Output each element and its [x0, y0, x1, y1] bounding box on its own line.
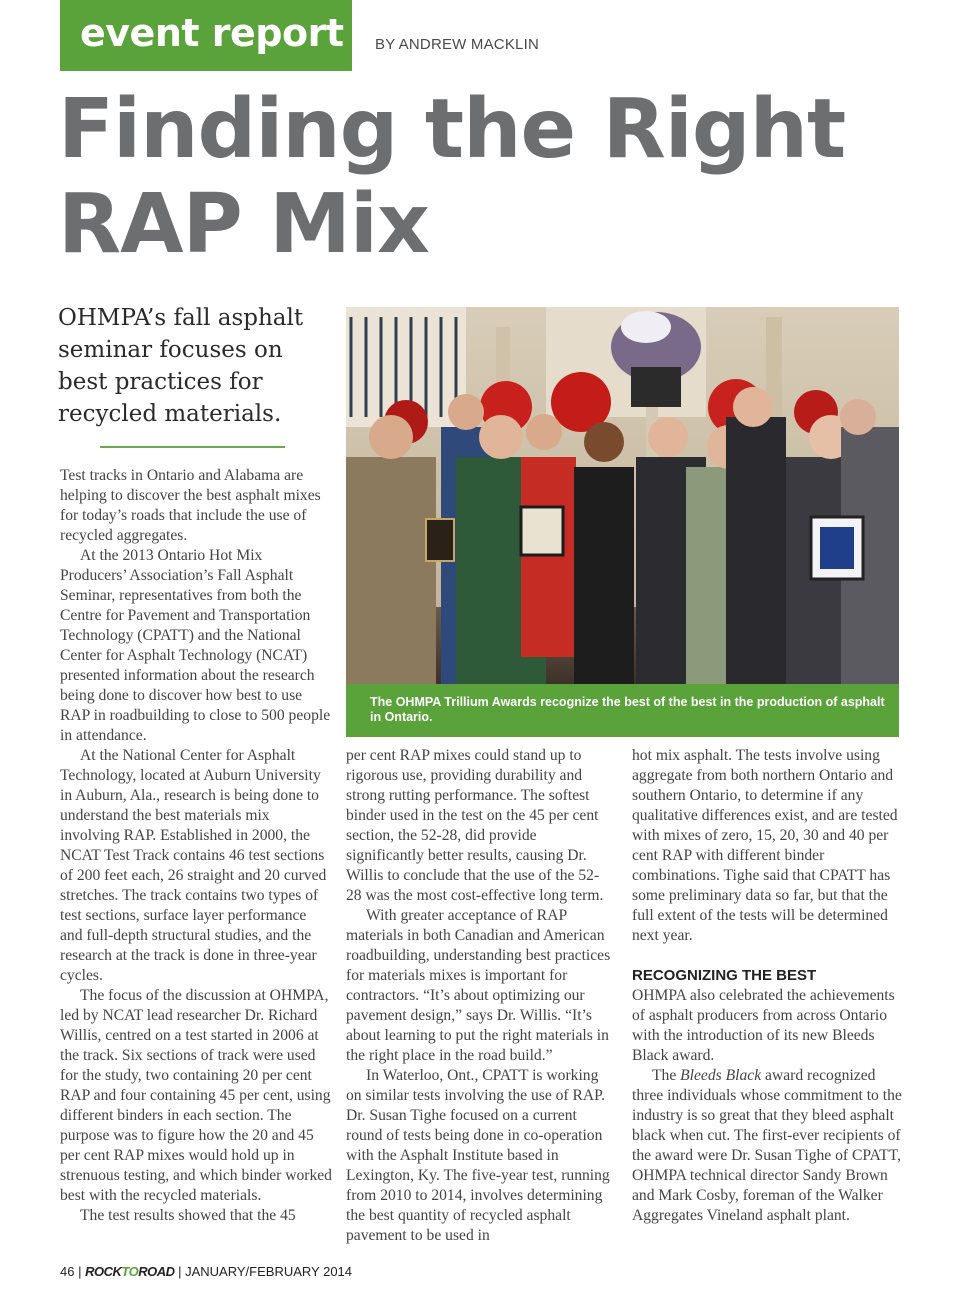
logo-part: ROCK: [85, 1264, 122, 1279]
paragraph: hot mix asphalt. The tests involve using aggregate from both northern Ontario and southern Ontario, to determine if any qualitative differences exist, and are tested with mixes of zero, 15, 20, 30 and 40 per cent RAP with different binder combinations. Tighe said that CPATT has some preliminary data so far, but that the full extent of the tests will be determined next year.: [632, 747, 898, 944]
award-photo: [346, 307, 899, 684]
deck: OHMPA’s fall asphalt seminar focuses on best practices for recycled materials.: [58, 305, 304, 427]
award-name: Bleeds Black: [680, 1067, 762, 1084]
body-column-2: [346, 746, 614, 1246]
section-subhead: RECOGNIZING THE BEST: [632, 967, 817, 984]
headline: [58, 82, 938, 272]
footer-separator: |: [178, 1264, 186, 1279]
page-number: 46: [60, 1264, 75, 1279]
paragraph: With greater acceptance of RAP materials in both Canadian and American roadbuilding, understanding best practices for materials mixes is important for contractors. “It’s about optimizing our pavement design,” says Dr. Willis. “It’s about learning to put the right materials in the right place in the road build.”: [346, 907, 611, 1064]
body-column-3: [632, 746, 904, 1226]
logo-part: ROAD: [138, 1264, 175, 1279]
section-tag: [60, 0, 352, 71]
paragraph: OHMPA also celebrated the achievements of asphalt producers from across Ontario with the introduction of its new Bleeds Black award.: [632, 987, 895, 1064]
text-run: award recognized three individuals whose commitment to the industry is so great that they bleed asphalt black when cut. The first-ever recipients of the award were Dr. Susan Tighe of CPATT, OHMPA technical director Sandy Brown and Mark Cosby, foreman of the Walker Aggregates Vineland asphalt plant.: [632, 1067, 902, 1224]
headline-line-2: RAP Mix: [58, 177, 429, 272]
paragraph: At the 2013 Ontario Hot Mix Producers’ Association’s Fall Asphalt Seminar, representatives from both the Centre for Pavement and Transportation Technology (CPATT) and the National Center for Asphalt Technology (NCAT) presented information about the research being done to discover how best to use RAP in roadbuilding to close to 500 people in attendance.: [60, 547, 331, 744]
issue-date: JANUARY/FEBRUARY 2014: [185, 1264, 353, 1279]
paragraph: per cent RAP mixes could stand up to rigorous use, providing durability and strong rutting performance. The softest binder used in the test on the 45 per cent section, the 52-28, did provide significantly better results, causing Dr. Willis to conclude that the use of the 52-28 was the most cost-effective long term.: [346, 747, 604, 904]
paragraph: In Waterloo, Ont., CPATT is working on similar tests involving the use of RAP. Dr. Susan Tighe focused on a current round of tests being done in co-operation with the Asphalt Institute based in Lexington, Ky. The five-year test, running from 2010 to 2014, involves determining the best quantity of recycled asphalt pavement to be used in: [346, 1067, 610, 1244]
body-column-1: [60, 466, 332, 1226]
section-tag-label: event report: [80, 11, 344, 55]
paragraph: The focus of the discussion at OHMPA, led by NCAT lead researcher Dr. Richard Willis, centred on a test started in 2006 at the track. Six sections of track were used for the study, two containing 20 per cent RAP and four containing 45 per cent, using different binders in each section. The purpose was to figure how the 20 and 45 per cent RAP mixes would hold up in strenuous testing, and which binder worked best with the recycled materials.: [60, 987, 332, 1204]
byline: BY ANDREW MACKLIN: [375, 36, 539, 53]
deck-divider: [100, 446, 285, 448]
headline-line-1: Finding the Right: [58, 82, 846, 177]
paragraph: The test results showed that the 45: [80, 1207, 296, 1224]
paragraph: At the National Center for Asphalt Technology, located at Auburn University in Auburn, Ala., research is being done to understand the best materials mix involving RAP. Established in 2000, the NCAT Test Track contains 46 test sections of 200 feet each, 26 straight and 20 curved stretches. The track contains two types of test sections, surface layer performance and full-depth structural studies, and the research at the track is done in three-year cycles.: [60, 747, 327, 984]
magazine-logo: [85, 1264, 174, 1279]
footer-separator: |: [78, 1264, 86, 1279]
paragraph: Test tracks in Ontario and Alabama are helping to discover the best asphalt mixes for today’s roads that include the use of recycled aggregates.: [60, 467, 321, 544]
page-footer: [60, 1264, 352, 1279]
logo-part: TO: [121, 1264, 139, 1279]
photo-caption: The OHMPA Trillium Awards recognize the best of the best in the production of asphalt in Ontario.: [346, 684, 899, 737]
paragraph: [632, 1066, 904, 1226]
text-run: The: [652, 1067, 681, 1084]
